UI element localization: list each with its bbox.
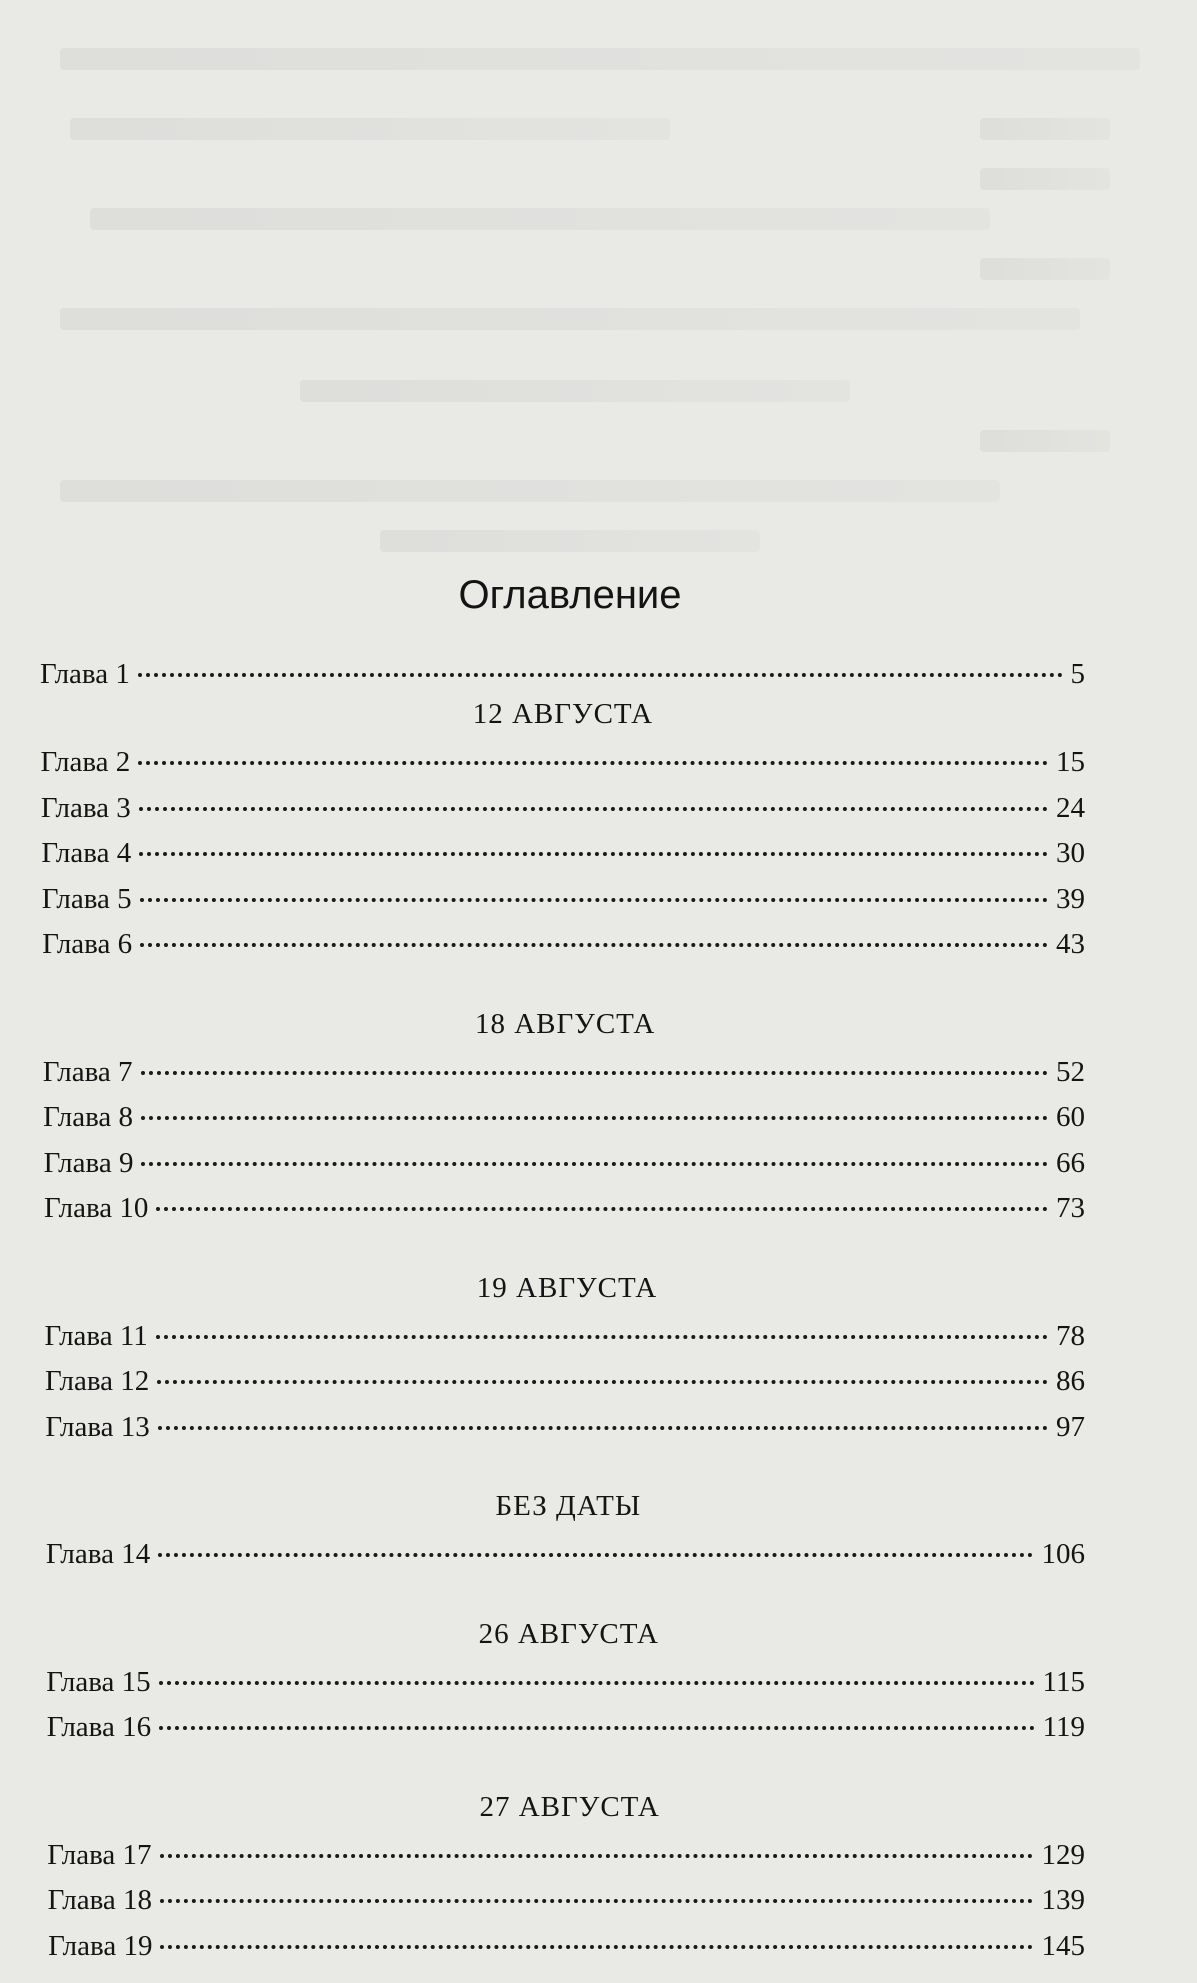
- toc-entry-page: 145: [1041, 1929, 1085, 1962]
- dot-leader: [140, 898, 1048, 902]
- section-heading: 26 АВГУСТА: [478, 1617, 659, 1650]
- toc-entry-page: 119: [1042, 1711, 1085, 1743]
- toc-entry-label: Глава 7: [42, 1055, 133, 1088]
- dot-leader: [160, 1945, 1033, 1949]
- toc-entry-label: Глава 5: [41, 882, 132, 915]
- section-heading: БЕЗ ДАТЫ: [495, 1490, 642, 1522]
- dot-leader: [157, 1380, 1048, 1384]
- toc-entry-label: Глава 11: [44, 1319, 148, 1352]
- toc-entry: [46, 1664, 1085, 1700]
- section-heading: 27 АВГУСТА: [479, 1790, 660, 1823]
- toc-entry-label: Глава 17: [47, 1838, 152, 1871]
- toc-entry: [43, 1054, 1085, 1090]
- show-through-text: [0, 0, 1197, 560]
- dot-leader: [159, 1681, 1035, 1685]
- toc-entry: [44, 1145, 1085, 1181]
- toc-entry-page: 73: [1055, 1192, 1085, 1224]
- toc-entry: [48, 1928, 1085, 1964]
- toc-entry: [48, 1882, 1085, 1918]
- dot-leader: [140, 943, 1048, 947]
- toc-entry: [47, 1709, 1085, 1745]
- toc-entry: [42, 881, 1085, 917]
- section-heading: 12 АВГУСТА: [472, 698, 654, 730]
- toc-entry: [40, 744, 1085, 780]
- toc-entry-page: 39: [1055, 882, 1085, 915]
- toc-entry: [45, 1318, 1086, 1354]
- toc-entry-label: Глава 16: [46, 1711, 152, 1743]
- toc-entry-label: Глава 19: [48, 1929, 153, 1962]
- toc-entry: [41, 790, 1085, 826]
- toc-entry-page: 97: [1055, 1410, 1085, 1443]
- dot-leader: [160, 1899, 1033, 1903]
- toc-entry-label: Глава 4: [41, 837, 132, 869]
- toc-entry: [45, 1409, 1085, 1445]
- dot-leader: [158, 1553, 1033, 1557]
- toc-entry: [40, 656, 1085, 692]
- toc-entry-page: 66: [1055, 1146, 1085, 1179]
- dot-leader: [141, 1071, 1048, 1075]
- dot-leader: [138, 673, 1063, 677]
- toc-entry-page: 86: [1055, 1365, 1085, 1397]
- toc-entry-label: Глава 12: [44, 1365, 150, 1397]
- toc-entry-label: Глава 9: [43, 1146, 134, 1179]
- toc-entry-label: Глава 1: [40, 658, 130, 690]
- toc-entry-page: 43: [1056, 928, 1085, 960]
- dot-leader: [139, 852, 1048, 856]
- dot-leader: [139, 807, 1048, 811]
- dot-leader: [141, 1116, 1048, 1120]
- dot-leader: [138, 761, 1048, 765]
- toc-entry-label: Глава 6: [42, 928, 133, 960]
- toc-entry-page: 15: [1055, 746, 1085, 778]
- toc-entry-page: 106: [1041, 1538, 1085, 1570]
- dot-leader: [158, 1426, 1048, 1430]
- toc-entry-page: 5: [1070, 658, 1085, 690]
- toc-entry-page: 60: [1055, 1101, 1085, 1133]
- dot-leader: [159, 1726, 1034, 1730]
- section-heading: 18 АВГУСТА: [474, 1007, 656, 1040]
- toc-entry-page: 139: [1041, 1884, 1085, 1916]
- dot-leader: [141, 1162, 1048, 1166]
- toc-entry-label: Глава 2: [40, 746, 131, 778]
- toc-entry-label: Глава 18: [47, 1884, 153, 1916]
- toc-entry-label: Глава 3: [40, 791, 131, 824]
- page-title: Оглавление: [458, 573, 682, 617]
- toc-entry-label: Глава 13: [45, 1410, 150, 1443]
- toc-entry-label: Глава 15: [46, 1665, 151, 1698]
- toc-entry: [45, 1363, 1085, 1399]
- section-heading: 19 АВГУСТА: [476, 1271, 658, 1304]
- toc-entry: [42, 926, 1085, 962]
- toc-entry: [43, 1099, 1085, 1135]
- toc-entry: [47, 1837, 1085, 1873]
- toc-entry-page: 115: [1042, 1665, 1085, 1698]
- toc-entry-page: 78: [1056, 1319, 1085, 1352]
- dot-leader: [160, 1854, 1034, 1858]
- toc-entry: [44, 1190, 1085, 1226]
- toc-entry-page: 52: [1055, 1055, 1085, 1088]
- toc-entry-page: 24: [1055, 791, 1085, 824]
- toc-entry-page: 129: [1041, 1838, 1085, 1871]
- toc-entry-label: Глава 14: [45, 1538, 151, 1570]
- toc-entry-label: Глава 8: [43, 1101, 134, 1133]
- dot-leader: [156, 1207, 1048, 1211]
- toc-entry: [46, 1536, 1085, 1572]
- toc-entry: [41, 835, 1085, 871]
- dot-leader: [156, 1335, 1048, 1339]
- toc-entry-label: Глава 10: [44, 1192, 149, 1224]
- toc-entry-page: 30: [1055, 837, 1085, 869]
